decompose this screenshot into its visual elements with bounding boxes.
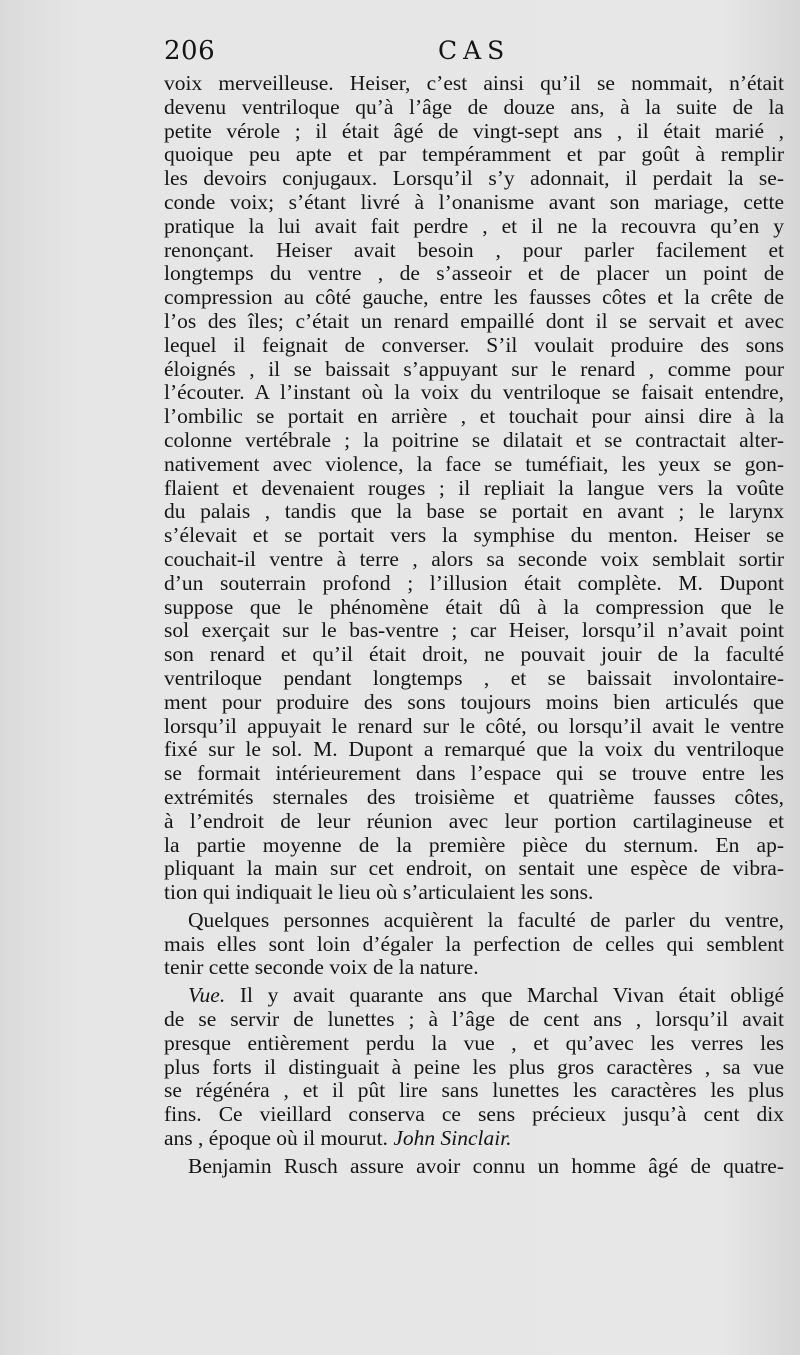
- paragraph-1: [164, 72, 784, 905]
- text-line: [164, 984, 784, 1008]
- text-line: colonne vertébrale ; la poitrine se dilatait et se contractait alter-: [164, 428, 784, 452]
- text-line: plus forts il distinguait à peine les plus gros caractères , sa vue: [164, 1055, 784, 1079]
- text-line: suppose que le phénomène était dû à la compression que le: [164, 595, 784, 619]
- text-line: lequel il feignait de converser. S’il voulait produire des sons: [164, 333, 784, 357]
- text-line: conde voix; s’étant livré à l’onanisme avant son mariage, cette: [164, 190, 784, 214]
- text-line: les devoirs conjugaux. Lorsqu’il s’y adonnait, il perdait la se-: [164, 167, 784, 191]
- text-line: fixé sur le sol. M. Dupont a remarqué que la voix du ventriloque: [164, 738, 784, 762]
- text-line: [164, 1127, 784, 1151]
- text-line: pratique la lui avait fait perdre , et il ne la recouvra qu’en y: [164, 214, 784, 238]
- text-line: pliquant la main sur cet endroit, on sentait une espèce de vibra-: [164, 857, 784, 881]
- section-lead: Vue.: [188, 984, 226, 1008]
- text-line: fins. Ce vieillard conserva ce sens précieux jusqu’à cent dix: [164, 1103, 784, 1127]
- text-line: éloignés , il se baissait s’appuyant sur le renard , comme pour: [164, 357, 784, 381]
- text-line: se formait intérieurement dans l’espace qui se trouve entre les: [164, 762, 784, 786]
- text-line: la partie moyenne de la première pièce du sternum. En ap-: [164, 833, 784, 857]
- text-line: presque entièrement perdu la vue , et qu’avec les verres les: [164, 1031, 784, 1055]
- text-line: son renard et qu’il était droit, ne pouvait jouir de la faculté: [164, 643, 784, 667]
- text-line: extrémités sternales des troisième et quatrième fausses côtes,: [164, 785, 784, 809]
- paragraph-4: [164, 1155, 784, 1179]
- text-line: devenu ventriloque qu’à l’âge de douze ans, à la suite de la: [164, 95, 784, 119]
- text-line: s’élevait et se portait vers la symphise du menton. Heiser se: [164, 524, 784, 548]
- text-line: d’un souterrain profond ; l’illusion était complète. M. Dupont: [164, 571, 784, 595]
- page-header: [0, 36, 800, 70]
- text-run: Il y avait quarante ans que Marchal Vivan était obligé: [225, 984, 784, 1008]
- text-line: tion qui indiquait le lieu où s’articulaient les sons.: [164, 881, 594, 905]
- text-line: longtemps du ventre , de s’asseoir et de placer un point de: [164, 262, 784, 286]
- text-line: tenir cette seconde voix de la nature.: [164, 956, 479, 980]
- page-number: 206: [164, 36, 216, 66]
- citation: John Sinclair.: [393, 1127, 512, 1151]
- text-line: petite vérole ; il était âgé de vingt-sept ans , il était marié ,: [164, 119, 784, 143]
- text-line: voix merveilleuse. Heiser, c’est ainsi qu’il se nommait, n’était: [164, 72, 784, 95]
- text-line: couchait-il ventre à terre , alors sa seconde voix semblait sortir: [164, 547, 784, 571]
- body-text: [164, 72, 784, 1179]
- text-run: ans , époque où il mourut.: [164, 1127, 394, 1151]
- text-line: de se servir de lunettes ; à l’âge de cent ans , lorsqu’il avait: [164, 1008, 784, 1032]
- text-line: mais elles sont loin d’égaler la perfection de celles qui semblent: [164, 932, 784, 956]
- text-line: à l’endroit de leur réunion avec leur portion cartilagineuse et: [164, 809, 784, 833]
- text-line: Benjamin Rusch assure avoir connu un homme âgé de quatre-: [188, 1154, 784, 1178]
- text-line: du palais , tandis que la base se portait en avant ; le larynx: [164, 500, 784, 524]
- text-line: renonçant. Heiser avait besoin , pour parler facilement et: [164, 238, 784, 262]
- running-head: CAS: [438, 36, 511, 65]
- text-line: flaient et devenaient rouges ; il repliait la langue vers la voûte: [164, 476, 784, 500]
- text-line: compression au côté gauche, entre les fausses côtes et la crête de: [164, 286, 784, 310]
- text-line: l’ombilic se portait en arrière , et touchait pour ainsi dire à la: [164, 405, 784, 429]
- text-line: lorsqu’il appuyait le renard sur le côté, ou lorsqu’il avait le ventre: [164, 714, 784, 738]
- paragraph-3: [164, 984, 784, 1151]
- text-line: ment pour produire des sons toujours moins bien articulés que: [164, 690, 784, 714]
- text-line: Quelques personnes acquièrent la faculté de parler du ventre,: [188, 908, 784, 932]
- text-line: quoique peu apte et par tempéramment et par goût à remplir: [164, 143, 784, 167]
- text-line: se régénéra , et il pût lire sans lunettes les caractères les plus: [164, 1079, 784, 1103]
- text-line: sol exerçait sur le bas-ventre ; car Heiser, lorsqu’il n’avait point: [164, 619, 784, 643]
- text-line: l’écouter. A l’instant où la voix du ventriloque se faisait entendre,: [164, 381, 784, 405]
- text-line: l’os des îles; c’était un renard empaillé dont il se servait et avec: [164, 309, 784, 333]
- text-line: ventriloque pendant longtemps , et se baissait involontaire-: [164, 666, 784, 690]
- text-line: nativement avec violence, la face se tuméfiait, les yeux se gon-: [164, 452, 784, 476]
- paragraph-2: [164, 909, 784, 980]
